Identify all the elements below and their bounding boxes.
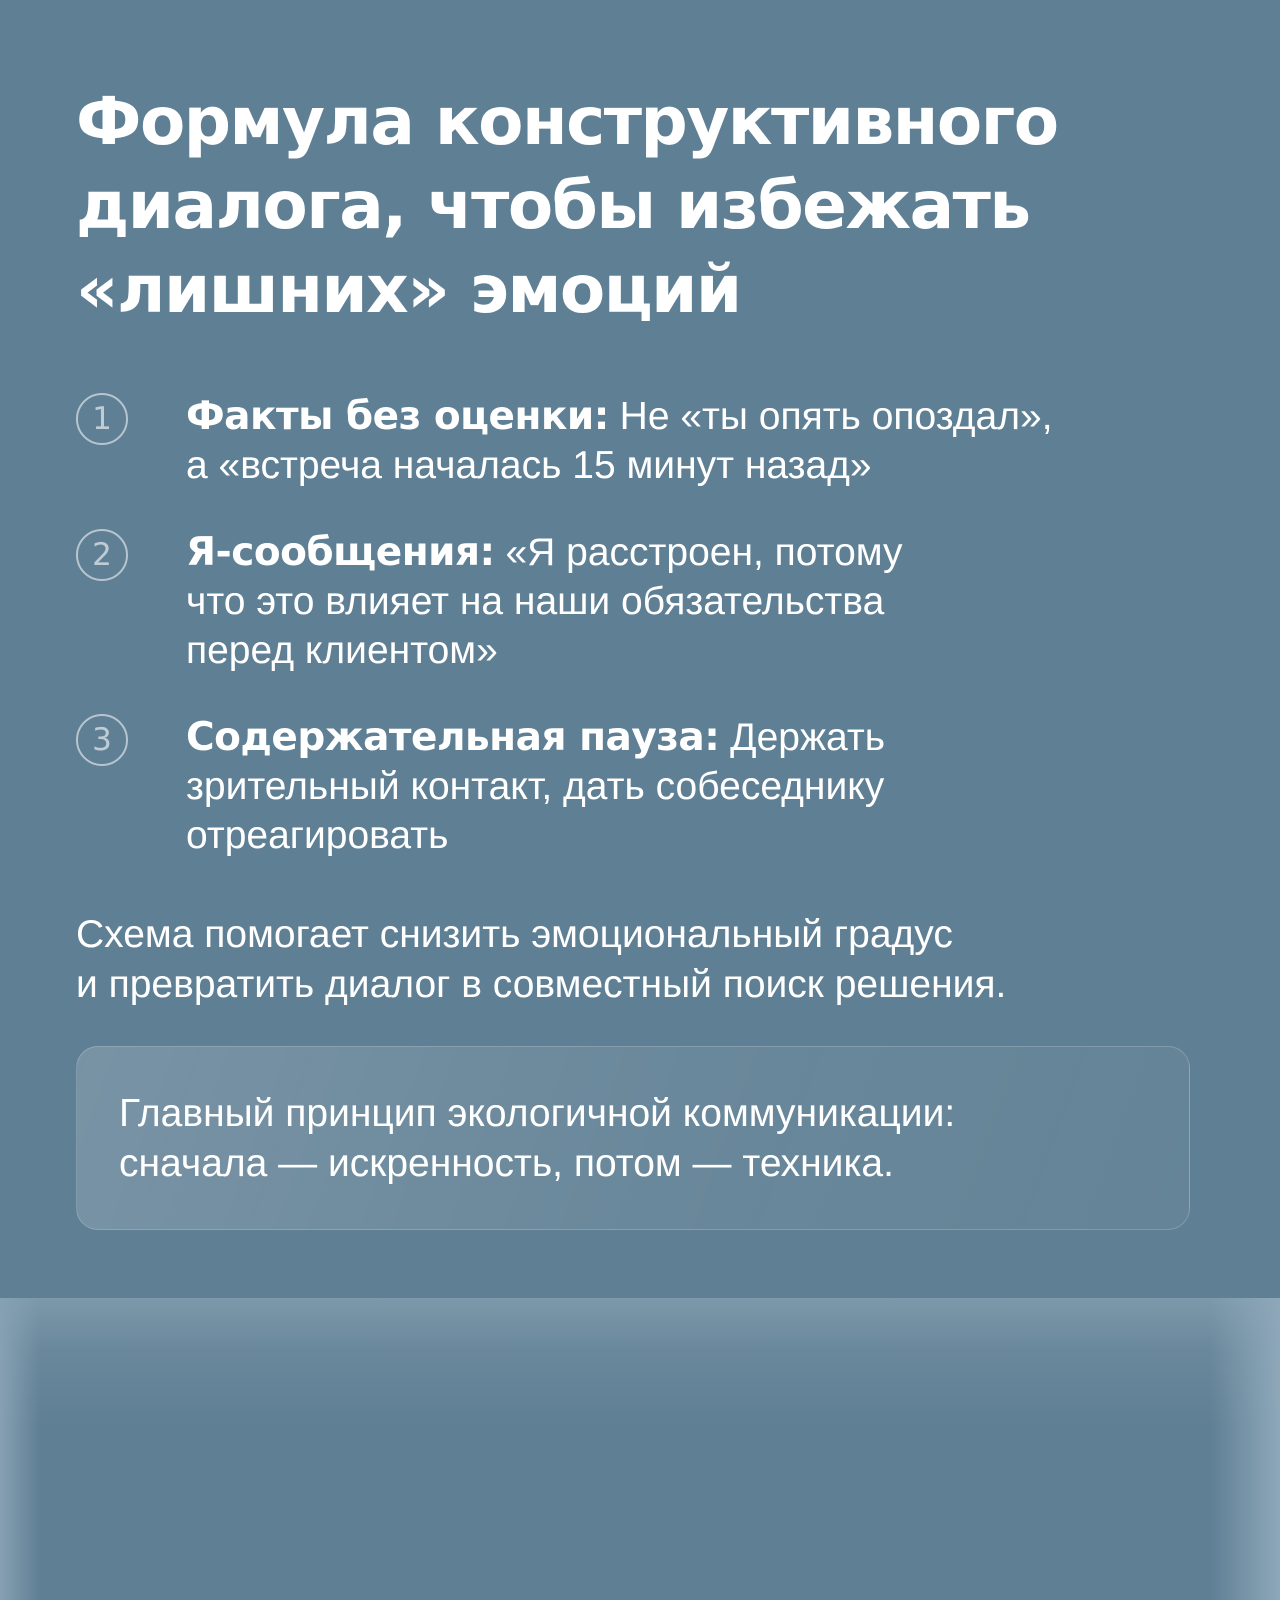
- callout-line: сначала — искренность, потом — техника.: [119, 1142, 894, 1185]
- page-title: [76, 80, 1196, 332]
- item-text-line: что это влияет на наши обязательства: [186, 580, 885, 623]
- numbered-list: [76, 392, 1196, 860]
- list-item: [76, 392, 1196, 490]
- summary-text: [76, 910, 1216, 1010]
- callout-line: Главный принцип экологичной коммуникации:: [119, 1092, 956, 1135]
- item-text: Держать: [719, 716, 886, 759]
- item-heading: Я-сообщения:: [186, 530, 495, 575]
- summary-line: Схема помогает снизить эмоциональный градус: [76, 913, 953, 956]
- item-text-line: а «встреча началась 15 минут назад»: [186, 444, 872, 487]
- blurred-footer: [0, 1298, 1280, 1600]
- list-item: [76, 528, 1196, 675]
- title-line: диалога, чтобы избежать: [76, 167, 1030, 244]
- title-line: Формула конструктивного: [76, 83, 1058, 160]
- summary-line: и превратить диалог в совместный поиск решения.: [76, 963, 1007, 1006]
- item-first-line: [186, 392, 1196, 441]
- callout-box: [76, 1046, 1190, 1230]
- item-text: «Я расстроен, потому: [494, 531, 903, 574]
- blur-gradient: [0, 1298, 1280, 1600]
- number-circle-icon: 3: [76, 714, 128, 766]
- item-text: Не «ты опять опоздал»,: [608, 395, 1053, 438]
- title-line: «лишних» эмоций: [76, 251, 741, 328]
- item-text-line: зрительный контакт, дать собеседнику: [186, 765, 885, 808]
- item-heading: Факты без оценки:: [186, 394, 609, 439]
- item-text-line: отреагировать: [186, 814, 449, 857]
- blur-edge-right: [1210, 1298, 1280, 1600]
- item-heading: Содержательная пауза:: [186, 715, 720, 760]
- number-circle-icon: 1: [76, 393, 128, 445]
- list-item: [76, 713, 1196, 860]
- blur-edge-left: [0, 1298, 40, 1600]
- item-first-line: [186, 713, 1196, 762]
- item-first-line: [186, 528, 1196, 577]
- number-circle-icon: 2: [76, 529, 128, 581]
- item-text-line: перед клиентом»: [186, 629, 498, 672]
